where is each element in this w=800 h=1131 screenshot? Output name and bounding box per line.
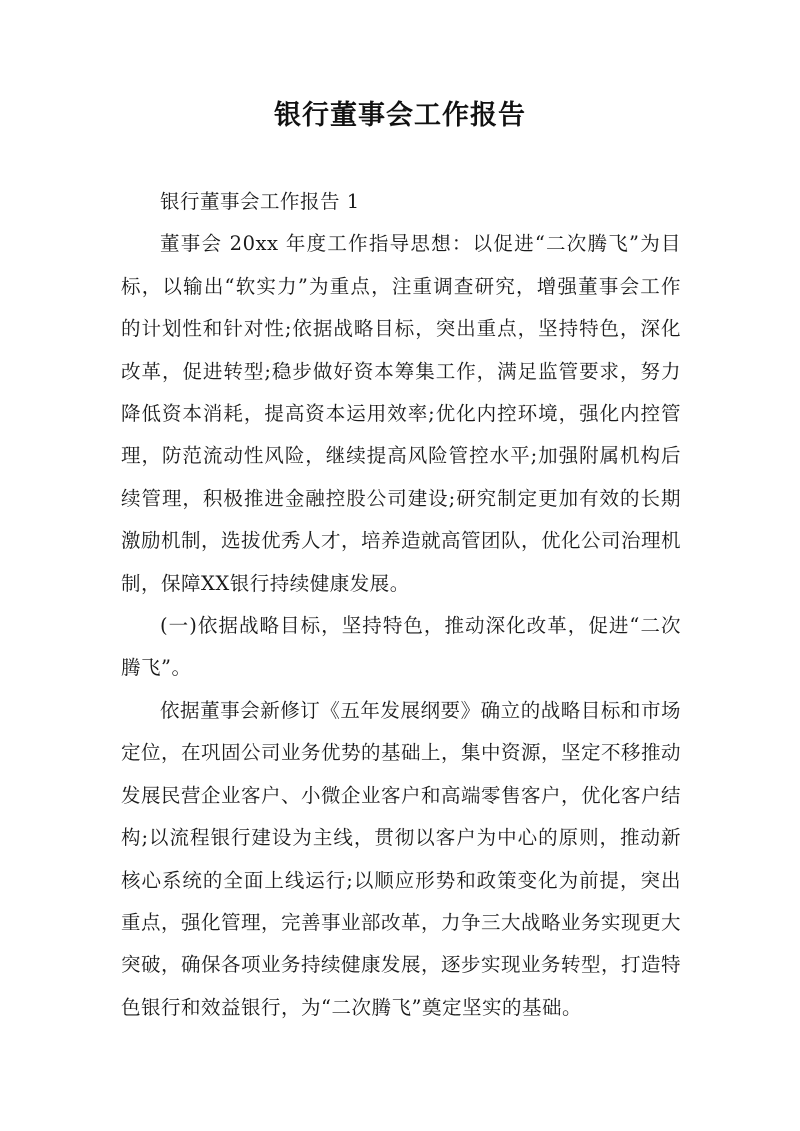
paragraph: 依据董事会新修订《五年发展纲要》确立的战略目标和市场定位，在巩固公司业务优势的基础上，集中资源，坚定不移推动发展民营企业客户、小微企业客户和高端零售客户，优化客户结构;以流程银行建设为主线，贯彻以客户为中心的原则，推动新核心系统的全面上线运行;以顺应形势和政策变化为前提，突出重点，强化管理，完善事业部改革，力争三大战略业务实现更大突破，确保各项业务持续健康发展，逐步实现业务转型，打造特色银行和效益银行，为“二次腾飞”奠定坚实的基础。 <box>121 698 682 1019</box>
section-heading: 银行董事会工作报告 1 <box>160 190 360 213</box>
document-title: 银行董事会工作报告 <box>274 100 526 131</box>
paragraph: 董事会 20xx 年度工作指导思想：以促进“二次腾飞”为目标，以输出“软实力”为重点，注重调查研究，增强董事会工作的计划性和针对性;依据战略目标，突出重点，坚持特色，深化改革，促进转型;稳步做好资本筹集工作，满足监管要求，努力降低资本消耗，提高资本运用效率;优化内控环境，强化内控管理，防范流动性风险，继续提高风险管控水平;加强附属机构后续管理，积极推进金融控股公司建设;研究制定更加有效的长期激励机制，选拔优秀人才，培养造就高管团队，优化公司治理机制，保障XX银行持续健康发展。 <box>121 232 682 595</box>
subsection-heading: (一)依据战略目标，坚持特色，推动深化改革，促进“二次腾飞”。 <box>121 614 681 680</box>
document-body <box>121 181 681 1029</box>
